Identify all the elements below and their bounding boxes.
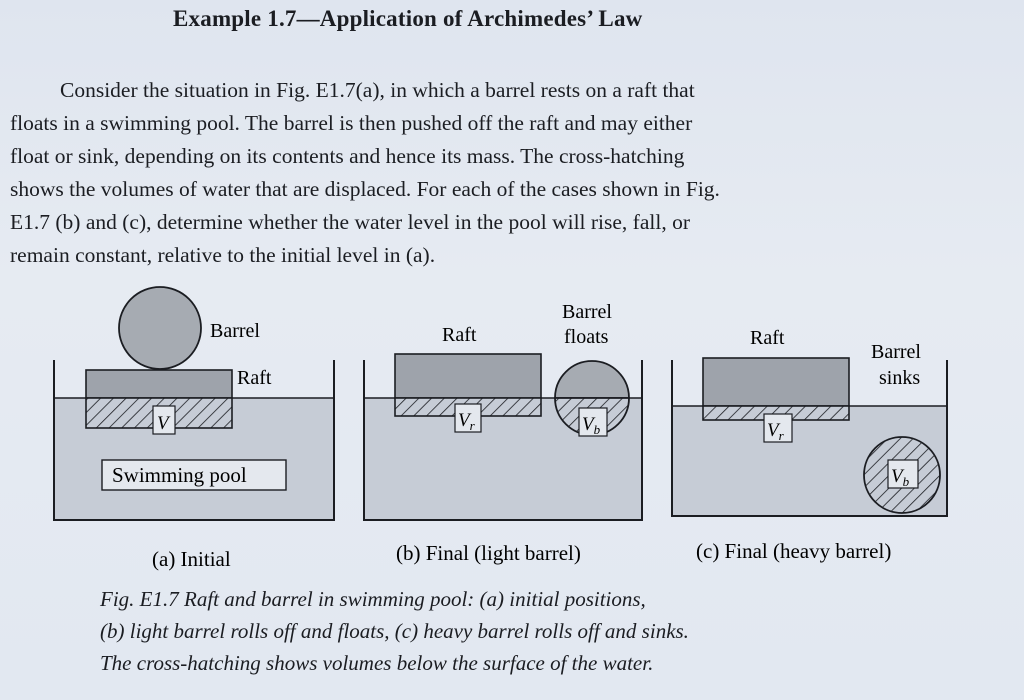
paragraph-line: float or sink, depending on its contents and hence its mass. The cross-hatching [10, 144, 685, 168]
barrel [119, 287, 201, 369]
raft-label: Raft [750, 327, 785, 349]
raft-volume-label: $V_r$ [458, 410, 475, 433]
caption-line: Fig. E1.7 Raft and barrel in swimming pool: (a) initial positions, [100, 587, 646, 611]
panel-caption: (b) Final (light barrel) [396, 541, 581, 565]
paragraph-line: Consider the situation in Fig. E1.7(a), in which a barrel rests on a raft that [60, 78, 695, 102]
barrel-volume-label: $V_b$ [891, 466, 910, 489]
caption-line: The cross-hatching shows volumes below the surface of the water. [100, 651, 654, 675]
panel-caption: (c) Final (heavy barrel) [696, 539, 892, 563]
barrel-label-line2: floats [564, 326, 609, 348]
paragraph-line: floats in a swimming pool. The barrel is then pushed off the raft and may either [10, 111, 693, 135]
caption-line: (b) light barrel rolls off and floats, (c) heavy barrel rolls off and sinks. [100, 619, 689, 643]
volume-label: V [157, 413, 169, 434]
paragraph-line: E1.7 (b) and (c), determine whether the water level in the pool will rise, fall, or [10, 210, 690, 234]
barrel-label-line2: sinks [879, 367, 921, 389]
raft-above-water [395, 354, 541, 398]
problem-paragraph [10, 74, 995, 272]
paragraph-line: shows the volumes of water that are displaced. For each of the cases shown in Fig. [10, 177, 720, 201]
barrel-label: Barrel [210, 320, 260, 342]
barrel-label-line1: Barrel [562, 301, 612, 323]
barrel-above-water [555, 361, 629, 398]
paragraph-line: remain constant, relative to the initial level in (a). [10, 243, 436, 267]
panel-light-barrel [364, 301, 642, 565]
example-title: Example 1.7—Application of Archimedes’ Law [173, 6, 643, 31]
raft-label: Raft [237, 367, 272, 389]
panel-heavy-barrel [672, 327, 947, 563]
pool-label: Swimming pool [112, 463, 247, 487]
raft-above-water [703, 358, 849, 406]
panel-initial [54, 287, 334, 571]
barrel-volume-label: $V_b$ [582, 414, 601, 437]
figure-caption [100, 583, 930, 679]
raft-barrel-figure [40, 280, 980, 580]
raft-label: Raft [442, 324, 477, 346]
barrel-label-line1: Barrel [871, 341, 921, 363]
panel-caption: (a) Initial [152, 547, 231, 571]
raft-above-water [86, 370, 232, 398]
raft-volume-label: $V_r$ [767, 420, 784, 443]
